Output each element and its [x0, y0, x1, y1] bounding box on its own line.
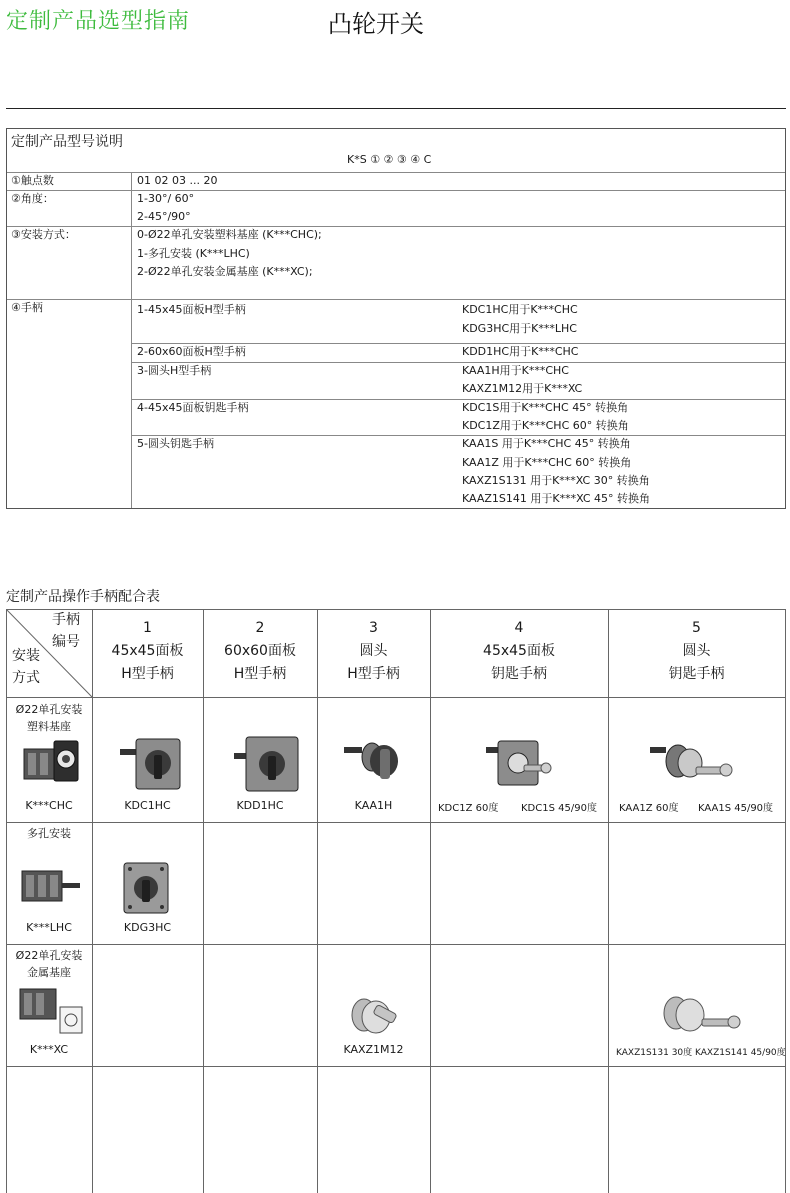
compatibility-table — [6, 609, 786, 1193]
row-label-line: 塑料基座 — [27, 720, 71, 733]
handle-kaxz1s131-kaxz1s141-image — [658, 991, 752, 1041]
grid-line — [6, 1066, 786, 1067]
row-label-line: Ø22单孔安装 — [15, 703, 83, 716]
row-divider — [131, 362, 785, 363]
model-table-heading: 定制产品型号说明 — [11, 134, 123, 150]
handle-ref: KAA1H用于K***CHC — [462, 364, 569, 377]
handle-code: KAXZ1M12 — [343, 1043, 404, 1056]
handle-ref: KAXZ1M12用于K***XC — [462, 382, 583, 395]
handle-kdc1z-kdc1s-image — [484, 737, 554, 789]
handle-ref: KAA1S 用于K***CHC 45° 转换角 — [462, 437, 631, 450]
grid-line — [785, 609, 786, 1193]
row-label-angle: ②角度： — [11, 192, 54, 205]
model-formula: K*S ① ② ③ ④ C — [347, 153, 432, 166]
corner-handle-label: 手柄 — [52, 612, 80, 628]
column-title: H型手柄 — [347, 666, 400, 682]
handle-code: KDD1HC — [236, 799, 284, 812]
row-divider — [7, 172, 785, 173]
handle-ref: KDC1HC用于K***CHC — [462, 303, 578, 316]
mounting-value: 0-Ø22单孔安装塑料基座 (K***CHC); — [137, 228, 322, 241]
grid-line — [6, 944, 786, 945]
handle-ref: KDG3HC用于K***LHC — [462, 322, 577, 335]
row-label-plastic-base — [6, 701, 92, 735]
plastic-base-switch-image — [22, 737, 80, 785]
handle-name: 1-45x45面板H型手柄 — [137, 303, 246, 316]
column-title: 圆头 — [359, 643, 388, 659]
column-title: 45x45面板 — [483, 643, 555, 659]
handle-kaa1z-kaa1s-image — [648, 737, 738, 787]
column-title: 45x45面板 — [111, 643, 184, 659]
grid-line — [430, 609, 431, 1193]
mounting-value: 2-Ø22单孔安装金属基座 (K***XC); — [137, 265, 313, 278]
column-number: 4 — [514, 620, 524, 636]
page-title: 凸轮开关 — [328, 10, 424, 38]
contacts-value: 01 02 03 ... 20 — [137, 174, 218, 187]
handle-name: 4-45x45面板钥匙手柄 — [137, 401, 249, 414]
compat-table-heading: 定制产品操作手柄配合表 — [6, 589, 160, 605]
grid-line — [317, 609, 318, 1193]
handle-ref: KDD1HC用于K***CHC — [462, 345, 579, 358]
handle-kdc1hc-image — [118, 735, 188, 793]
header-divider — [6, 108, 786, 109]
model-description-table — [6, 128, 786, 509]
handle-kaxz1m12-image — [346, 993, 402, 1039]
column-number: 1 — [143, 620, 152, 636]
mount-code: K***XC — [29, 1043, 69, 1056]
row-divider — [7, 299, 785, 300]
handle-code: KAA1Z 60度 — [619, 803, 679, 814]
column-header-4 — [430, 617, 608, 686]
row-label-line: 多孔安装 — [27, 827, 71, 840]
angle-value: 2-45°/90° — [137, 210, 191, 223]
mount-code: K***CHC — [25, 799, 73, 812]
grid-line — [6, 697, 786, 698]
mount-code: K***LHC — [26, 921, 72, 934]
guide-title: 定制产品选型指南 — [6, 9, 191, 34]
corner-mount-label: 方式 — [12, 670, 40, 686]
row-label-multi-hole — [6, 825, 92, 842]
corner-number-label: 编号 — [52, 634, 80, 650]
row-label-metal-base — [6, 947, 92, 981]
grid-line — [608, 609, 609, 1193]
handle-ref: KDC1S用于K***CHC 45° 转换角 — [462, 401, 629, 414]
handle-ref: KAXZ1S131 用于K***XC 30° 转换角 — [462, 474, 650, 487]
column-title: 60x60面板 — [224, 643, 296, 659]
handle-ref: KAAZ1S141 用于K***XC 45° 转换角 — [462, 492, 651, 505]
handle-ref: KAA1Z 用于K***CHC 60° 转换角 — [462, 456, 632, 469]
column-title: H型手柄 — [121, 666, 174, 682]
multi-hole-switch-image — [20, 861, 82, 907]
handle-code: KDC1HC — [124, 799, 171, 812]
row-divider — [7, 190, 785, 191]
handle-code: KDC1Z 60度 — [438, 803, 499, 814]
column-title: H型手柄 — [233, 666, 287, 682]
column-title: 钥匙手柄 — [668, 666, 725, 682]
row-divider — [131, 435, 785, 436]
handle-code: KAXZ1S131 30度 — [616, 1048, 693, 1058]
mounting-value: 1-多孔安装 (K***LHC) — [137, 247, 250, 260]
grid-line — [6, 822, 786, 823]
column-number: 3 — [369, 620, 378, 636]
column-header-1 — [92, 617, 203, 686]
row-label-line: 金属基座 — [27, 966, 71, 979]
handle-ref: KDC1Z用于K***CHC 60° 转换角 — [462, 419, 629, 432]
row-label-handle: ④手柄 — [11, 301, 43, 314]
grid-line — [6, 609, 786, 610]
column-header-2 — [203, 617, 317, 686]
row-divider — [7, 226, 785, 227]
row-label-line: Ø22单孔安装 — [15, 949, 83, 962]
handle-kdg3hc-image — [118, 859, 174, 917]
handle-name: 2-60x60面板H型手柄 — [137, 345, 246, 358]
angle-value: 1-30°/ 60° — [137, 192, 195, 205]
column-header-3 — [317, 617, 430, 686]
column-number: 2 — [255, 620, 265, 636]
column-header-5 — [608, 617, 785, 686]
column-divider — [131, 172, 132, 508]
metal-base-switch-image — [18, 985, 84, 1035]
column-title: 圆头 — [682, 643, 711, 659]
handle-name: 3-圆头H型手柄 — [137, 364, 212, 377]
handle-kaa1h-image — [342, 735, 406, 785]
row-label-contacts: ①触点数 — [11, 174, 54, 187]
handle-code: KAA1H — [354, 799, 393, 812]
grid-line — [203, 609, 204, 1193]
handle-code: KAA1S 45/90度 — [698, 803, 774, 814]
row-label-mounting: ③安装方式： — [11, 228, 76, 241]
handle-kdd1hc-image — [232, 735, 302, 793]
handle-name: 5-圆头钥匙手柄 — [137, 437, 214, 450]
handle-code: KDC1S 45/90度 — [521, 803, 597, 814]
column-number: 5 — [692, 620, 701, 636]
column-title: 钥匙手柄 — [491, 666, 547, 682]
corner-mount-label: 安装 — [12, 648, 40, 664]
handle-code: KAXZ1S141 45/90度 — [695, 1048, 786, 1058]
handle-code: KDG3HC — [123, 921, 172, 934]
